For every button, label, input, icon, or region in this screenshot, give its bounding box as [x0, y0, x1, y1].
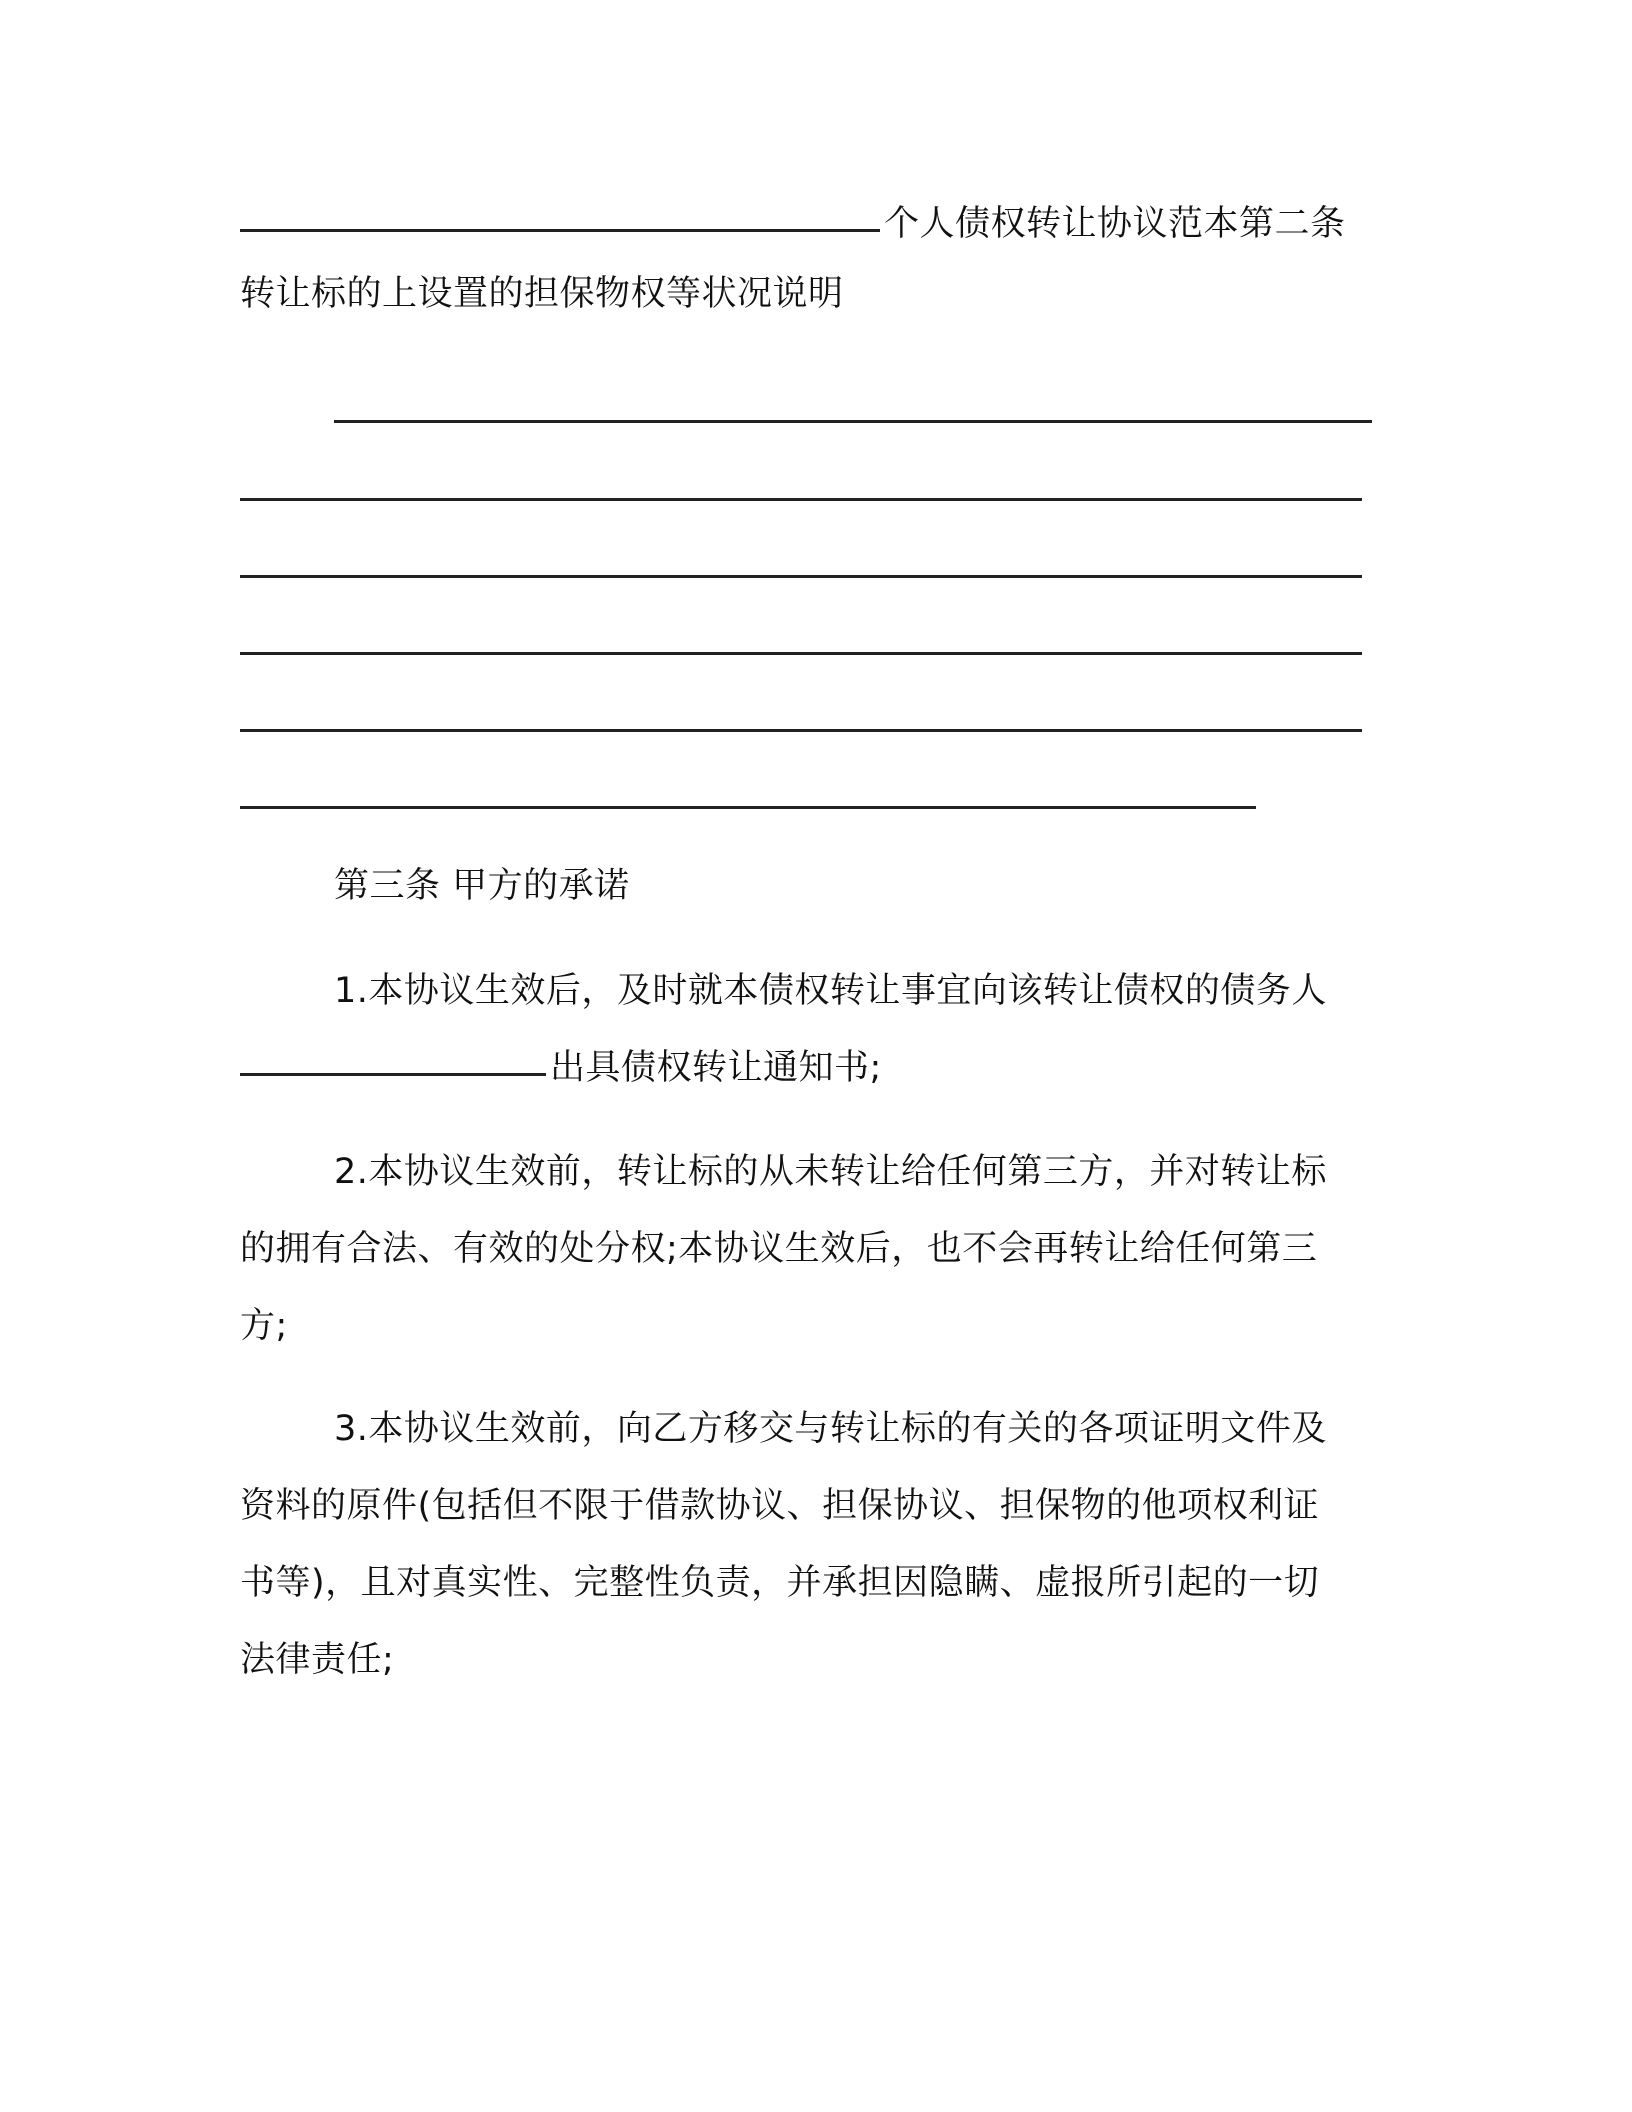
item1-line2 [240, 1044, 882, 1092]
blank-line [240, 498, 1362, 501]
item1-line1: 1.本协议生效后，及时就本债权转让事宜向该转让债权的债务人 [334, 971, 1327, 1011]
section2-title-cont: 转让标的上设置的担保物权等状况说明 [240, 274, 844, 314]
item3-line2: 资料的原件(包括但不限于借款协议、担保协议、担保物的他项权利证 [240, 1486, 1320, 1526]
blank-line [240, 729, 1362, 732]
blank-line [240, 1073, 546, 1076]
item3-line3: 书等)，且对真实性、完整性负责，并承担因隐瞒、虚报所引起的一切 [240, 1563, 1320, 1603]
section3-heading: 第三条 甲方的承诺 [334, 866, 630, 906]
item2-line2: 的拥有合法、有效的处分权;本协议生效后，也不会再转让给任何第三 [240, 1229, 1318, 1269]
blank-line [240, 575, 1362, 578]
item2-line3: 方; [240, 1306, 288, 1346]
title-text: 个人债权转让协议范本第二条 [884, 204, 1346, 244]
item3-line1: 3.本协议生效前，向乙方移交与转让标的有关的各项证明文件及 [334, 1409, 1327, 1449]
blank-line [240, 229, 880, 232]
blank-line [334, 420, 1372, 423]
blank-line [240, 652, 1362, 655]
item1-line2-text: 出具债权转让通知书; [550, 1048, 882, 1088]
item2-line1: 2.本协议生效前，转让标的从未转让给任何第三方，并对转让标 [334, 1152, 1327, 1192]
blank-line [240, 806, 1256, 809]
title-line [240, 200, 1346, 248]
item3-line4: 法律责任; [240, 1640, 395, 1680]
